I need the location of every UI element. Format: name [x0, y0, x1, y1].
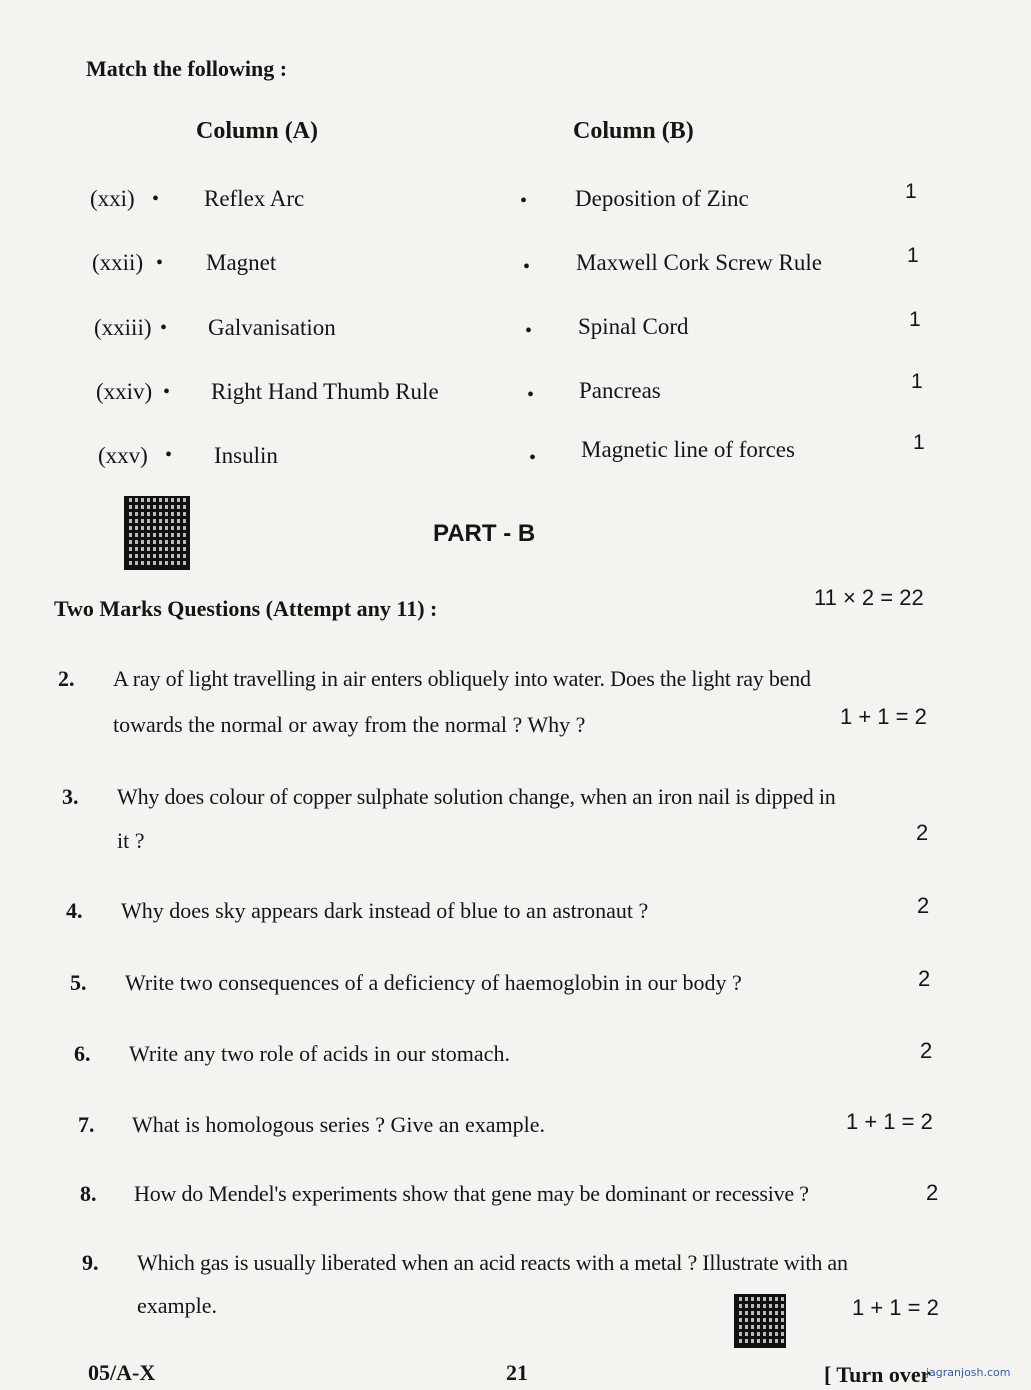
watermark: jagranjosh.com — [926, 1366, 1011, 1379]
question-text-continued: example. — [137, 1293, 218, 1318]
question-number: 4. — [66, 898, 83, 923]
question-marks: 2 — [920, 1038, 933, 1063]
row-number: (xxiv) — [96, 379, 153, 404]
row-number: (xxv) — [98, 443, 148, 468]
marks: 1 — [913, 431, 925, 454]
column-a-item: Galvanisation — [208, 315, 336, 340]
qr-code-top — [124, 496, 190, 570]
part-b-title: PART - B — [433, 520, 536, 547]
question-marks: 2 — [917, 893, 930, 918]
question-number: 8. — [80, 1181, 97, 1206]
bullet-b: • — [527, 384, 535, 406]
bullet-a: • — [160, 317, 168, 339]
column-b-item: Pancreas — [579, 378, 661, 403]
question-text: Write two consequences of a deficiency of haemoglobin in our body ? — [125, 970, 742, 995]
bullet-b: • — [529, 447, 537, 469]
page-number: 21 — [506, 1360, 528, 1385]
paper-code: 05/A-X — [88, 1360, 156, 1385]
row-number: (xxii) — [92, 250, 144, 275]
question-text: Write any two role of acids in our stomach. — [129, 1041, 510, 1066]
question-number: 5. — [70, 970, 87, 995]
column-a-item: Reflex Arc — [204, 186, 305, 211]
qr-code-bottom — [734, 1294, 786, 1348]
question-text: Why does sky appears dark instead of blue to an astronaut ? — [121, 898, 649, 923]
question-number: 7. — [78, 1112, 95, 1137]
question-text: Why does colour of copper sulphate solution change, when an iron nail is dipped in — [117, 784, 836, 809]
column-a-item: Insulin — [214, 443, 278, 468]
marks: 1 — [911, 370, 923, 393]
bullet-b: • — [520, 190, 528, 212]
column-b-header: Column (B) — [573, 118, 694, 144]
column-a-header: Column (A) — [196, 118, 319, 144]
bullet-a: • — [152, 188, 160, 210]
column-a-item: Right Hand Thumb Rule — [211, 379, 439, 404]
turn-over: [ Turn over — [824, 1362, 931, 1387]
question-number: 3. — [62, 784, 79, 809]
column-b-item: Magnetic line of forces — [581, 437, 795, 462]
part-b-instruction: Two Marks Questions (Attempt any 11) : — [54, 596, 438, 621]
question-text: What is homologous series ? Give an example. — [132, 1112, 546, 1137]
question-number: 6. — [74, 1041, 91, 1066]
question-marks: 2 — [916, 820, 929, 845]
bullet-a: • — [163, 381, 171, 403]
question-marks: 1 + 1 = 2 — [840, 704, 927, 729]
part-b-total-marks: 11 × 2 = 22 — [814, 585, 924, 610]
bullet-b: • — [523, 256, 531, 278]
marks: 1 — [909, 308, 921, 331]
question-text: Which gas is usually liberated when an acid reacts with a metal ? Illustrate with an — [137, 1250, 848, 1275]
bullet-b: • — [525, 320, 533, 342]
question-number: 9. — [82, 1250, 99, 1275]
column-a-item: Magnet — [206, 250, 277, 275]
question-marks: 2 — [918, 966, 931, 991]
question-text: How do Mendel's experiments show that gene may be dominant or recessive ? — [134, 1181, 809, 1206]
question-number: 2. — [58, 666, 75, 691]
column-b-item: Spinal Cord — [578, 314, 689, 339]
question-text-continued: towards the normal or away from the normal ? Why ? — [113, 712, 586, 737]
match-instruction: Match the following : — [86, 56, 288, 81]
marks: 1 — [907, 244, 919, 267]
question-text-continued: it ? — [117, 828, 145, 853]
bullet-a: • — [165, 444, 173, 466]
row-number: (xxi) — [90, 186, 135, 211]
bullet-a: • — [156, 252, 164, 274]
question-marks: 1 + 1 = 2 — [846, 1109, 933, 1134]
row-number: (xxiii) — [94, 315, 152, 340]
question-marks: 1 + 1 = 2 — [852, 1295, 939, 1320]
question-text: A ray of light travelling in air enters obliquely into water. Does the light ray bend — [113, 666, 811, 691]
question-marks: 2 — [926, 1180, 939, 1205]
column-b-item: Deposition of Zinc — [575, 186, 749, 211]
column-b-item: Maxwell Cork Screw Rule — [576, 250, 822, 275]
marks: 1 — [905, 180, 917, 203]
